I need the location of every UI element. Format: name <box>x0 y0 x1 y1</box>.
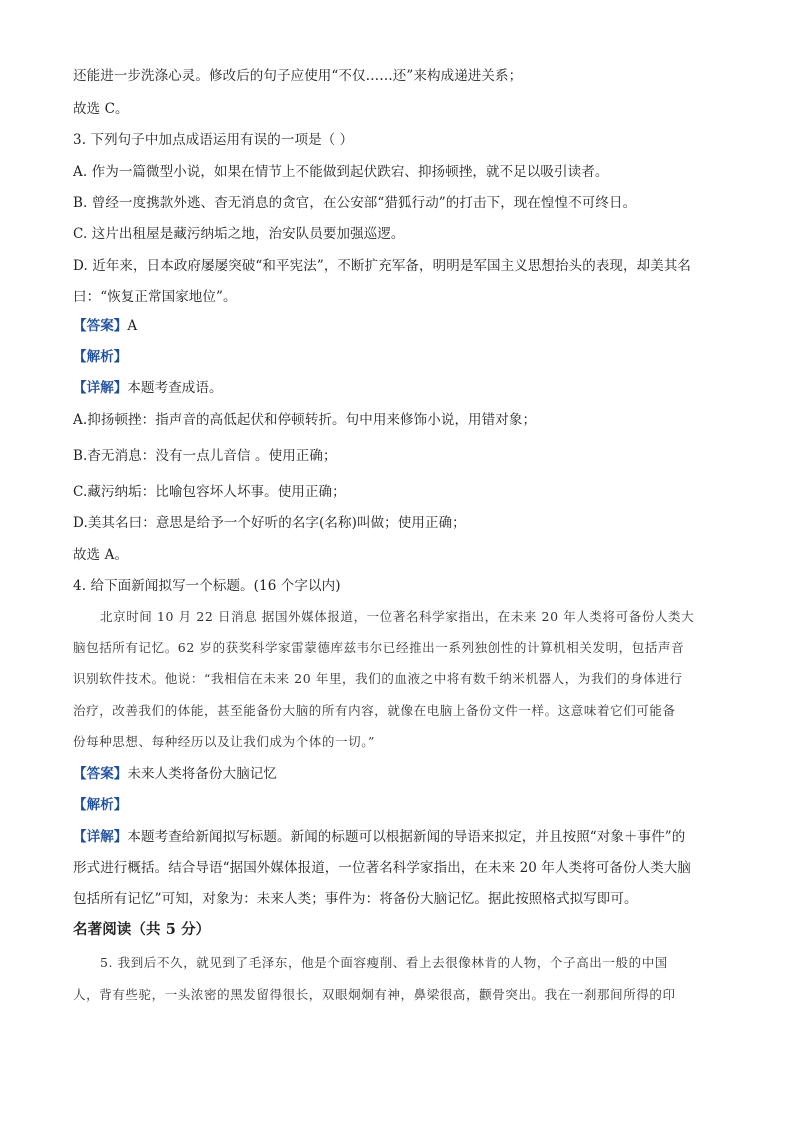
answer-label: 【答案】 <box>73 766 128 782</box>
question-5-continued: 人，背有些驼，一头浓密的黑发留得很长，双眼炯炯有神，鼻梁很高，颧骨突出。我在一刹那间所得的印 <box>73 987 676 1002</box>
explain-c: C.藏污纳垢：比喻包容坏人坏事。使用正确； <box>73 484 346 500</box>
analysis-3 <box>73 347 127 367</box>
analysis-4 <box>73 795 127 815</box>
news-line: 脑包括所有记忆。62 岁的获奖科学家雷蒙德库兹韦尔已经推出一系列独创性的计算机相关发明，包括声音 <box>73 640 685 655</box>
question-3: 3. 下列句子中加点成语运用有误的一项是（ ） <box>73 132 354 148</box>
news-line: 治疗，改善我们的体能，甚至能备份大脑的所有内容，就像在电脑上备份文件一样。这意味着它们可能备 <box>73 703 676 718</box>
detail-label: 【详解】 <box>73 380 128 396</box>
explain-a: A.抑扬顿挫：指声音的高低起伏和停顿转折。句中用来修饰小说，用错对象； <box>73 412 537 428</box>
text-line: 还能进一步洗涤心灵。修改后的句子应使用“不仅……还”来构成递进关系； <box>73 68 523 84</box>
answer-value: 未来人类将备份大脑记忆 <box>127 766 278 782</box>
option-c: C. 这片出租屋是藏污纳垢之地，治安队员要加强巡逻。 <box>73 226 405 242</box>
detail-4-continued: 形式进行概括。结合导语“据国外媒体报道，一位著名科学家指出，在未来 20 年人类将可备份人类大脑 <box>73 860 691 876</box>
answer-3 <box>73 316 137 336</box>
detail-4-continued: 包括所有记忆”可知，对象为：未来人类；事件为：将备份大脑记忆。据此按照格式拟写即可。 <box>73 891 638 907</box>
explain-d: D.美其名曰：意思是给予一个好听的名字(名称)叫做；使用正确； <box>73 515 466 531</box>
answer-value: A <box>127 318 138 334</box>
detail-text: 本题考查成语。 <box>127 380 223 396</box>
option-d-continued: 曰：“恢复正常国家地位”。 <box>73 289 237 305</box>
news-line: 份每种思想、每种经历以及让我们成为个体的一切。” <box>73 734 376 749</box>
text-line: 故选 C。 <box>73 101 129 117</box>
detail-label: 【详解】 <box>73 829 128 845</box>
option-d: D. 近年来，日本政府屡屡突破“和平宪法”，不断扩充军备，明明是军国主义思想抬头的表现，却美其名 <box>73 258 692 274</box>
detail-4 <box>73 827 685 847</box>
answer-4 <box>73 764 277 784</box>
analysis-label: 【解析】 <box>73 349 128 365</box>
analysis-label: 【解析】 <box>73 797 128 813</box>
answer-label: 【答案】 <box>73 318 128 334</box>
question-4: 4. 给下面新闻拟写一个标题。(16 个字以内) <box>73 578 341 594</box>
explain-b: B.杳无消息：没有一点儿音信 。使用正确； <box>73 448 337 464</box>
option-b: B. 曾经一度携款外逃、杳无消息的贪官，在公安部“猎狐行动”的打击下，现在惶惶不可终日。 <box>73 195 637 211</box>
news-line: 识别软件技术。他说：“我相信在未来 20 年里，我们的血液之中将有数千纳米机器人，为我们的身体进行 <box>73 671 683 686</box>
detail-text: 本题考查给新闻拟写标题。新闻的标题可以根据新闻的导语来拟定，并且按照“对象＋事件”的 <box>127 829 686 845</box>
option-a: A. 作为一篇微型小说，如果在情节上不能做到起伏跌宕、抑扬顿挫，就不足以吸引读者。 <box>73 164 609 180</box>
news-line: 北京时间 10 月 22 日消息 据国外媒体报道，一位著名科学家指出，在未来 20 年人类将可备份人类大 <box>100 609 695 624</box>
detail-3 <box>73 378 223 398</box>
question-5: 5. 我到后不久，就见到了毛泽东，他是个面容瘦削、看上去很像林肯的人物，个子高出一般的中国 <box>100 955 668 970</box>
choose-a: 故选 A。 <box>73 547 129 563</box>
section-title: 名著阅读（共 5 分） <box>73 921 211 938</box>
